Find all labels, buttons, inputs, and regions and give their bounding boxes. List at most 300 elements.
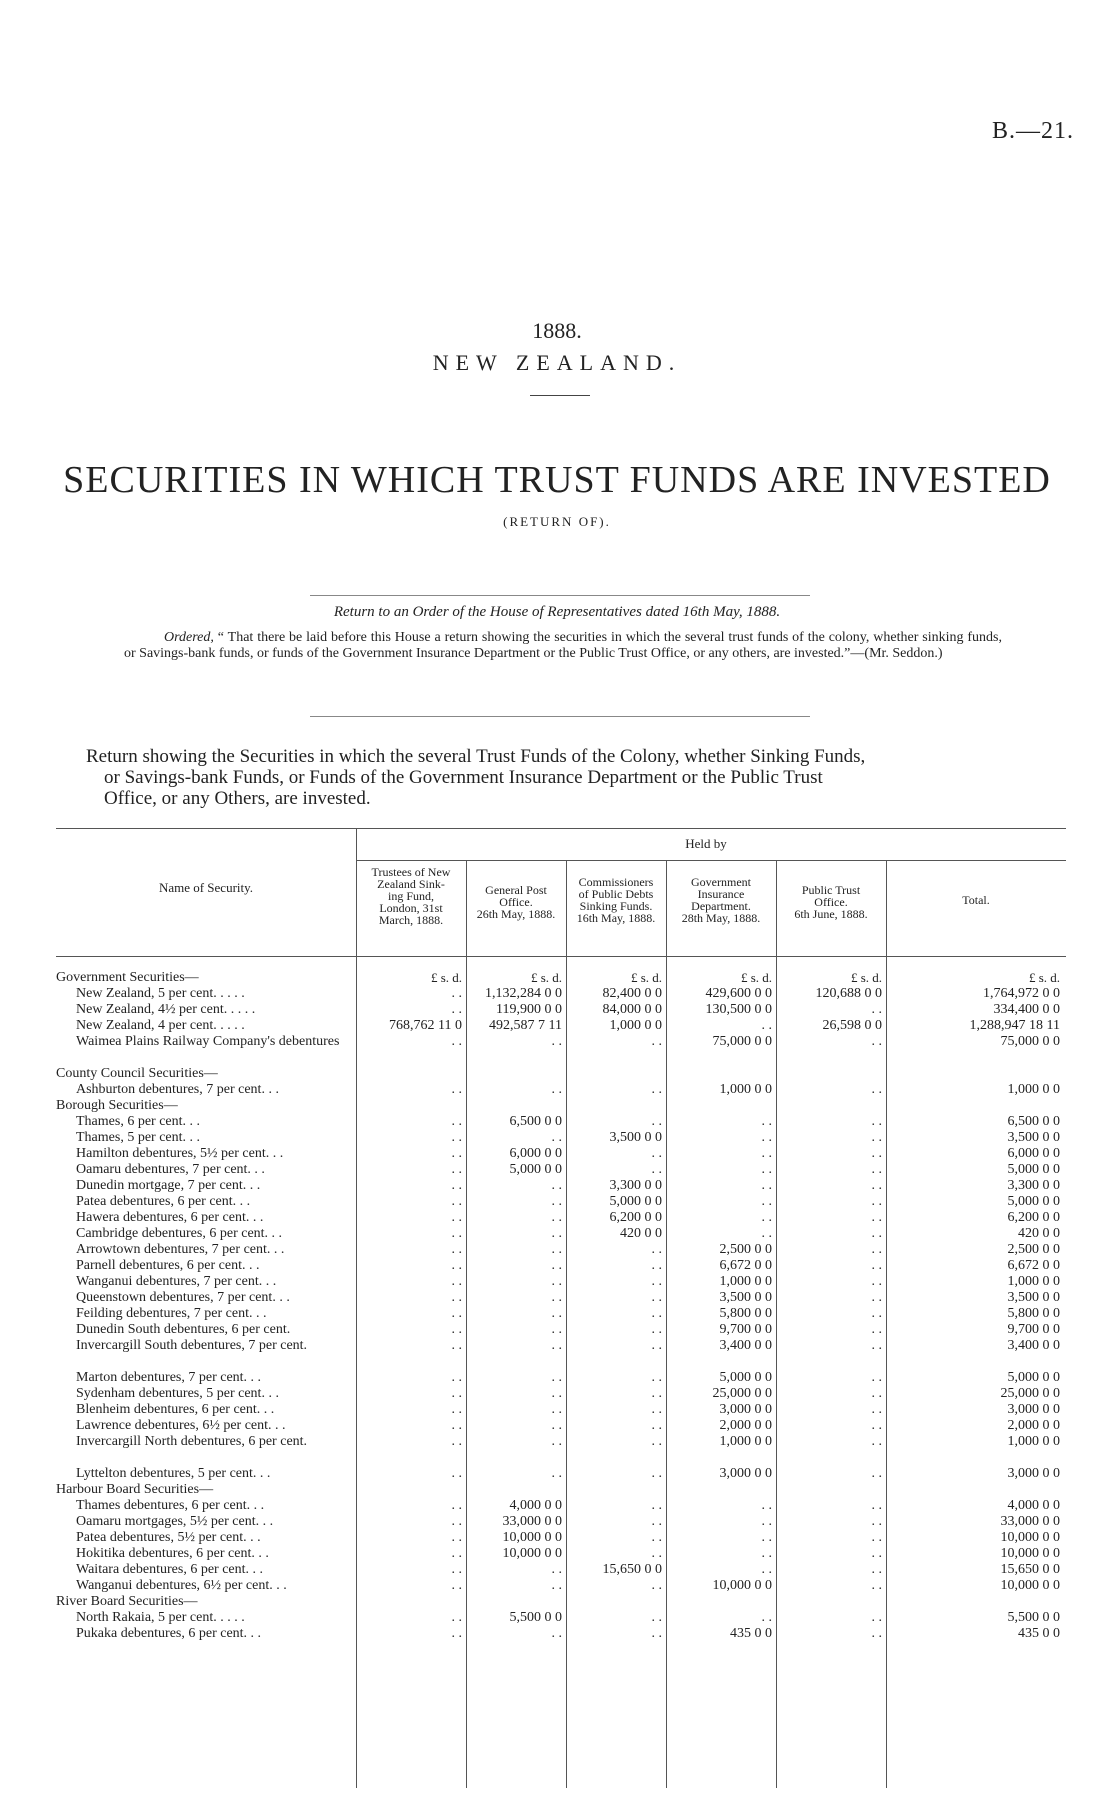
cell-c2: 33,000 0 0 (502, 1514, 562, 1529)
cell-c5: . . (871, 1162, 882, 1177)
security-name: New Zealand, 5 per cent. . . . . (76, 986, 245, 1001)
cell-c4: 429,600 0 0 (705, 986, 772, 1001)
cell-c3: . . (651, 1146, 662, 1161)
cell-c5: . . (871, 1082, 882, 1097)
table-row (56, 1130, 1066, 1146)
units-c6: £ s. d. (1028, 970, 1060, 985)
cell-c6: 10,000 0 0 (1000, 1530, 1060, 1545)
cell-c6: 6,000 0 0 (1007, 1146, 1060, 1161)
cell-c4: 2,000 0 0 (719, 1418, 772, 1433)
cell-c5: . . (871, 1338, 882, 1353)
cell-c3: . . (651, 1610, 662, 1625)
cell-c5: 26,598 0 0 (822, 1018, 882, 1033)
cell-c6: 1,000 0 0 (1007, 1082, 1060, 1097)
cell-c1: . . (451, 1210, 462, 1225)
cell-c6: 3,500 0 0 (1007, 1130, 1060, 1145)
cell-c4: 3,500 0 0 (719, 1290, 772, 1305)
cell-c3: . . (651, 1514, 662, 1529)
cell-c5: . . (871, 1002, 882, 1017)
security-name: Ashburton debentures, 7 per cent. . . (76, 1082, 279, 1097)
cell-c2: . . (551, 1322, 562, 1337)
cell-c3: . . (651, 1338, 662, 1353)
cell-c3: . . (651, 1578, 662, 1593)
cell-c5: . . (871, 1322, 882, 1337)
cell-c2: . . (551, 1306, 562, 1321)
cell-c6: 334,400 0 0 (993, 1002, 1060, 1017)
cell-c1: . . (451, 1498, 462, 1513)
cell-c4: . . (761, 1610, 772, 1625)
cell-c2: . . (551, 1082, 562, 1097)
cell-c1: . . (451, 1114, 462, 1129)
cell-c1: . . (451, 1306, 462, 1321)
security-name: Thames, 6 per cent. . . (76, 1114, 201, 1129)
section-heading-row (56, 1066, 1066, 1082)
cell-c3: 84,000 0 0 (602, 1002, 662, 1017)
cell-c5: . . (871, 1258, 882, 1273)
cell-c4: 1,000 0 0 (719, 1082, 772, 1097)
section-heading: Borough Securities— (56, 1098, 178, 1113)
table-row (56, 1306, 1066, 1322)
units-row (56, 970, 1066, 986)
table-row (56, 1162, 1066, 1178)
cell-c2: 5,500 0 0 (509, 1610, 562, 1625)
cell-c1: . . (451, 1386, 462, 1401)
cell-c1: . . (451, 1546, 462, 1561)
cell-c1: . . (451, 1402, 462, 1417)
table-row (56, 1290, 1066, 1306)
cell-c6: 1,288,947 18 11 (969, 1018, 1060, 1033)
col-header-commissioners: Commissioners of Public Debts Sinking Funds. 16th May, 1888. (576, 875, 656, 925)
cell-c5: . . (871, 1146, 882, 1161)
security-name: Pukaka debentures, 6 per cent. . . (76, 1626, 262, 1641)
cell-c6: 5,000 0 0 (1007, 1194, 1060, 1209)
rule-top (310, 595, 810, 596)
cell-c4: 1,000 0 0 (719, 1274, 772, 1289)
header-bottom-rule (56, 956, 1066, 957)
cell-c4: 6,672 0 0 (719, 1258, 772, 1273)
units-c4: £ s. d. (740, 970, 772, 985)
cell-c6: 15,650 0 0 (1000, 1562, 1060, 1577)
cell-c2: 4,000 0 0 (509, 1498, 562, 1513)
table-top-rule (56, 828, 1066, 829)
cell-c3: . . (651, 1386, 662, 1401)
security-name: Lyttelton debentures, 5 per cent. . . (76, 1466, 271, 1481)
col-header-public-trust: Public Trust Office. 6th June, 1888. (794, 883, 868, 921)
held-by-header: Held by (685, 836, 727, 851)
ordered-label: Ordered, (164, 630, 214, 645)
cell-c3: . . (651, 1274, 662, 1289)
cell-c3: . . (651, 1546, 662, 1561)
cell-c4: . . (761, 1562, 772, 1577)
cell-c5: . . (871, 1578, 882, 1593)
cell-c2: . . (551, 1466, 562, 1481)
security-name: Invercargill North debentures, 6 per cent. (76, 1434, 308, 1449)
table-row (56, 1530, 1066, 1546)
cell-c6: 2,500 0 0 (1007, 1242, 1060, 1257)
table-row (56, 1402, 1066, 1418)
security-name: Thames, 5 per cent. . . (76, 1130, 201, 1145)
cell-c4: . . (761, 1178, 772, 1193)
cell-c6: 3,300 0 0 (1007, 1178, 1060, 1193)
cell-c6: 6,672 0 0 (1007, 1258, 1060, 1273)
cell-c1: . . (451, 1466, 462, 1481)
col-header-trustees: Trustees of New Zealand Sink- ing Fund, London, 31st March, 1888. (371, 865, 451, 927)
cell-c2: 1,132,284 0 0 (485, 986, 562, 1001)
cell-c3: . . (651, 1498, 662, 1513)
table-row (56, 1338, 1066, 1370)
cell-c1: . . (451, 1082, 462, 1097)
cell-c6: 3,000 0 0 (1007, 1402, 1060, 1417)
cell-c2: . . (551, 1338, 562, 1353)
cell-c4: . . (761, 1498, 772, 1513)
ordered-paragraph (124, 630, 1002, 662)
cell-c2: . . (551, 1210, 562, 1225)
cell-c1: . . (451, 1578, 462, 1593)
cell-c5: . . (871, 1466, 882, 1481)
table-row (56, 1242, 1066, 1258)
page-reference: B.—21. (991, 118, 1074, 144)
table-row (56, 1146, 1066, 1162)
security-name: Dunedin South debentures, 6 per cent. (76, 1322, 291, 1337)
cell-c1: . . (451, 1530, 462, 1545)
cell-c5: . . (871, 1130, 882, 1145)
table-row (56, 1498, 1066, 1514)
security-name: New Zealand, 4½ per cent. . . . . (76, 1002, 256, 1017)
section-heading-row (56, 1482, 1066, 1498)
col-header-post-office: General Post Office. 26th May, 1888. (476, 883, 556, 921)
cell-c4: 75,000 0 0 (712, 1034, 772, 1049)
cell-c6: 5,800 0 0 (1007, 1306, 1060, 1321)
cell-c2: . . (551, 1194, 562, 1209)
cell-c1: . . (451, 1258, 462, 1273)
table-body (56, 970, 1066, 1642)
cell-c2: . . (551, 1274, 562, 1289)
units-c5: £ s. d. (850, 970, 882, 985)
cell-c4: 435 0 0 (730, 1626, 772, 1641)
section-heading-row (56, 1594, 1066, 1610)
cell-c6: 420 0 0 (1018, 1226, 1060, 1241)
table-row (56, 1002, 1066, 1018)
table-row (56, 1626, 1066, 1642)
cell-c6: 6,200 0 0 (1007, 1210, 1060, 1225)
cell-c5: . . (871, 1178, 882, 1193)
cell-c5: . . (871, 1290, 882, 1305)
table-row (56, 1274, 1066, 1290)
cell-c1: . . (451, 1226, 462, 1241)
table-row (56, 1258, 1066, 1274)
table-row (56, 1226, 1066, 1242)
cell-c5: . . (871, 1210, 882, 1225)
cell-c5: . . (871, 1306, 882, 1321)
security-name: Waitara debentures, 6 per cent. . . (76, 1562, 264, 1577)
cell-c5: . . (871, 1626, 882, 1641)
securities-table (56, 828, 1066, 1788)
intro-line-2: or Savings-bank Funds, or Funds of the Government Insurance Department or the Public Trust (104, 767, 823, 788)
cell-c2: . . (551, 1626, 562, 1641)
cell-c6: 25,000 0 0 (1000, 1386, 1060, 1401)
cell-c3: . . (651, 1306, 662, 1321)
cell-c4: . . (761, 1130, 772, 1145)
cell-c5: . . (871, 1514, 882, 1529)
security-name: Sydenham debentures, 5 per cent. . . (76, 1386, 279, 1401)
table-row (56, 1194, 1066, 1210)
cell-c4: 5,000 0 0 (719, 1370, 772, 1385)
cell-c2: 10,000 0 0 (502, 1530, 562, 1545)
table-row (56, 1418, 1066, 1434)
cell-c5: . . (871, 1194, 882, 1209)
cell-c2: . . (551, 1434, 562, 1449)
security-name: Feilding debentures, 7 per cent. . . (76, 1306, 267, 1321)
table-row (56, 1018, 1066, 1034)
cell-c3: . . (651, 1434, 662, 1449)
cell-c5: . . (871, 1498, 882, 1513)
cell-c5: . . (871, 1242, 882, 1257)
table-row (56, 1466, 1066, 1482)
security-name: Hawera debentures, 6 per cent. . . (76, 1210, 264, 1225)
intro-line-3: Office, or any Others, are invested. (104, 788, 371, 809)
cell-c2: . . (551, 1258, 562, 1273)
cell-c5: . . (871, 1418, 882, 1433)
security-name: Cambridge debentures, 6 per cent. . . (76, 1226, 283, 1241)
cell-c1: . . (451, 1610, 462, 1625)
cell-c3: . . (651, 1034, 662, 1049)
cell-c4: . . (761, 1018, 772, 1033)
cell-c6: 10,000 0 0 (1000, 1578, 1060, 1593)
security-name: Dunedin mortgage, 7 per cent. . . (76, 1178, 261, 1193)
cell-c6: 3,500 0 0 (1007, 1290, 1060, 1305)
cell-c6: 2,000 0 0 (1007, 1418, 1060, 1433)
cell-c4: 1,000 0 0 (719, 1434, 772, 1449)
cell-c2: . . (551, 1370, 562, 1385)
cell-c2: . . (551, 1562, 562, 1577)
security-name: Hokitika debentures, 6 per cent. . . (76, 1546, 269, 1561)
units-c3: £ s. d. (630, 970, 662, 985)
security-name: Marton debentures, 7 per cent. . . (76, 1370, 262, 1385)
cell-c5: . . (871, 1386, 882, 1401)
cell-c3: . . (651, 1114, 662, 1129)
cell-c2: 119,900 0 0 (496, 1002, 562, 1017)
short-rule (530, 395, 590, 396)
held-by-rule (356, 860, 1066, 861)
cell-c3: 3,500 0 0 (609, 1130, 662, 1145)
cell-c3: 15,650 0 0 (602, 1562, 662, 1577)
cell-c3: . . (651, 1626, 662, 1641)
cell-c4: 130,500 0 0 (705, 1002, 772, 1017)
security-name: Parnell debentures, 6 per cent. . . (76, 1258, 260, 1273)
cell-c2: . . (551, 1226, 562, 1241)
table-row (56, 1434, 1066, 1466)
col-header-total: Total. (962, 893, 990, 907)
cell-c1: . . (451, 1562, 462, 1577)
cell-c3: . . (651, 1530, 662, 1545)
table-row (56, 1386, 1066, 1402)
cell-c1: . . (451, 1162, 462, 1177)
cell-c5: . . (871, 1434, 882, 1449)
cell-c3: 420 0 0 (620, 1226, 662, 1241)
cell-c3: . . (651, 1290, 662, 1305)
cell-c3: 1,000 0 0 (609, 1018, 662, 1033)
cell-c2: . . (551, 1242, 562, 1257)
cell-c4: . . (761, 1226, 772, 1241)
cell-c5: 120,688 0 0 (815, 986, 882, 1001)
cell-c6: 33,000 0 0 (1000, 1514, 1060, 1529)
cell-c3: . . (651, 1370, 662, 1385)
security-name: Wanganui debentures, 6½ per cent. . . (76, 1578, 287, 1593)
security-name: Thames debentures, 6 per cent. . . (76, 1498, 265, 1513)
cell-c5: . . (871, 1274, 882, 1289)
cell-c5: . . (871, 1610, 882, 1625)
cell-c3: . . (651, 1402, 662, 1417)
cell-c6: 5,500 0 0 (1007, 1610, 1060, 1625)
report-year: 1888. (532, 318, 582, 343)
cell-c5: . . (871, 1530, 882, 1545)
cell-c1: . . (451, 1322, 462, 1337)
cell-c2: . . (551, 1290, 562, 1305)
cell-c1: . . (451, 1434, 462, 1449)
cell-c1: . . (451, 1034, 462, 1049)
cell-c2: . . (551, 1034, 562, 1049)
security-name: Arrowtown debentures, 7 per cent. . . (76, 1242, 285, 1257)
cell-c3: 3,300 0 0 (609, 1178, 662, 1193)
rule-bottom (310, 716, 810, 717)
table-row (56, 1578, 1066, 1594)
cell-c2: 10,000 0 0 (502, 1546, 562, 1561)
intro-line-1: Return showing the Securities in which the several Trust Funds of the Colony, whether Sinking Funds, (86, 746, 866, 767)
security-name: Hamilton debentures, 5½ per cent. . . (76, 1146, 284, 1161)
cell-c1: . . (451, 1002, 462, 1017)
cell-c4: . . (761, 1114, 772, 1129)
cell-c1: . . (451, 1178, 462, 1193)
cell-c6: 1,000 0 0 (1007, 1434, 1060, 1449)
cell-c6: 3,400 0 0 (1007, 1338, 1060, 1353)
cell-c2: 5,000 0 0 (509, 1162, 562, 1177)
cell-c6: 1,764,972 0 0 (983, 986, 1060, 1001)
table-row (56, 1514, 1066, 1530)
cell-c4: 9,700 0 0 (719, 1322, 772, 1337)
cell-c5: . . (871, 1226, 882, 1241)
security-name: Lawrence debentures, 6½ per cent. . . (76, 1418, 286, 1433)
cell-c6: 1,000 0 0 (1007, 1274, 1060, 1289)
section-heading-row (56, 1098, 1066, 1114)
cell-c4: . . (761, 1146, 772, 1161)
cell-c2: 492,587 7 11 (489, 1018, 562, 1033)
cell-c4: . . (761, 1210, 772, 1225)
cell-c2: . . (551, 1418, 562, 1433)
cell-c1: . . (451, 1242, 462, 1257)
cell-c6: 9,700 0 0 (1007, 1322, 1060, 1337)
cell-c2: . . (551, 1386, 562, 1401)
table-row (56, 1082, 1066, 1098)
cell-c1: . . (451, 1130, 462, 1145)
security-name: North Rakaia, 5 per cent. . . . . (76, 1610, 245, 1625)
document-subtitle: (RETURN OF). (503, 514, 611, 529)
cell-c6: 3,000 0 0 (1007, 1466, 1060, 1481)
cell-c3: . . (651, 1322, 662, 1337)
cell-c6: 6,500 0 0 (1007, 1114, 1060, 1129)
cell-c2: . . (551, 1178, 562, 1193)
table-row (56, 1322, 1066, 1338)
security-name: Invercargill South debentures, 7 per cent. (76, 1338, 308, 1353)
cell-c5: . . (871, 1370, 882, 1385)
security-name: Waimea Plains Railway Company's debentures (76, 1034, 340, 1049)
cell-c6: 5,000 0 0 (1007, 1370, 1060, 1385)
cell-c6: 75,000 0 0 (1000, 1034, 1060, 1049)
cell-c1: . . (451, 1626, 462, 1641)
cell-c1: 768,762 11 0 (389, 1018, 462, 1033)
cell-c4: 2,500 0 0 (719, 1242, 772, 1257)
cell-c3: . . (651, 1082, 662, 1097)
cell-c4: 3,000 0 0 (719, 1466, 772, 1481)
cell-c1: . . (451, 1514, 462, 1529)
cell-c4: 10,000 0 0 (712, 1578, 772, 1593)
intro-paragraph (86, 746, 1062, 809)
section-heading: County Council Securities— (56, 1066, 218, 1081)
cell-c4: 5,800 0 0 (719, 1306, 772, 1321)
cell-c2: . . (551, 1578, 562, 1593)
cell-c4: 25,000 0 0 (712, 1386, 772, 1401)
cell-c1: . . (451, 1290, 462, 1305)
table-row (56, 1034, 1066, 1066)
cell-c1: . . (451, 1338, 462, 1353)
table-row (56, 1370, 1066, 1386)
table-row (56, 1610, 1066, 1626)
cell-c6: 435 0 0 (1018, 1626, 1060, 1641)
col-header-insurance: Government Insurance Department. 28th May, 1888. (681, 875, 761, 925)
cell-c2: . . (551, 1130, 562, 1145)
cell-c1: . . (451, 1418, 462, 1433)
cell-c1: . . (451, 1370, 462, 1385)
cell-c1: . . (451, 1274, 462, 1289)
cell-c5: . . (871, 1402, 882, 1417)
cell-c3: . . (651, 1466, 662, 1481)
cell-c1: . . (451, 986, 462, 1001)
cell-c3: . . (651, 1418, 662, 1433)
security-name: Blenheim debentures, 6 per cent. . . (76, 1402, 275, 1417)
table-row (56, 1562, 1066, 1578)
security-name: Oamaru debentures, 7 per cent. . . (76, 1162, 265, 1177)
security-name: Wanganui debentures, 7 per cent. . . (76, 1274, 277, 1289)
security-name: Oamaru mortgages, 5½ per cent. . . (76, 1514, 274, 1529)
table-row (56, 1210, 1066, 1226)
cell-c6: 4,000 0 0 (1007, 1498, 1060, 1513)
cell-c4: . . (761, 1546, 772, 1561)
cell-c3: . . (651, 1242, 662, 1257)
cell-c1: . . (451, 1194, 462, 1209)
name-of-security-header: Name of Security. (158, 880, 254, 895)
cell-c2: 6,000 0 0 (509, 1146, 562, 1161)
table-row (56, 1114, 1066, 1130)
cell-c3: . . (651, 1162, 662, 1177)
cell-c4: . . (761, 1530, 772, 1545)
units-c1: £ s. d. (430, 970, 462, 985)
order-line: Return to an Order of the House of Representatives dated 16th May, 1888. (333, 604, 781, 620)
units-c2: £ s. d. (530, 970, 562, 985)
ordered-text: “ That there be laid before this House a return showing the securities in which the several trust funds of the colony, whether sinking funds, or Savings-bank funds, or funds of the Government Insurance Department or the Public Trust Office, or any others, are invested.”—(Mr. Seddon.) (124, 630, 1002, 661)
cell-c3: 82,400 0 0 (602, 986, 662, 1001)
cell-c4: 3,400 0 0 (719, 1338, 772, 1353)
colony-name: NEW ZEALAND. (432, 350, 682, 375)
cell-c3: 5,000 0 0 (609, 1194, 662, 1209)
security-name: Patea debentures, 5½ per cent. . . (76, 1530, 261, 1545)
cell-c4: 3,000 0 0 (719, 1402, 772, 1417)
cell-c4: . . (761, 1162, 772, 1177)
cell-c5: . . (871, 1562, 882, 1577)
section-heading: Harbour Board Securities— (56, 1482, 214, 1497)
security-name: Queenstown debentures, 7 per cent. . . (76, 1290, 290, 1305)
cell-c5: . . (871, 1114, 882, 1129)
cell-c2: . . (551, 1402, 562, 1417)
cell-c5: . . (871, 1034, 882, 1049)
